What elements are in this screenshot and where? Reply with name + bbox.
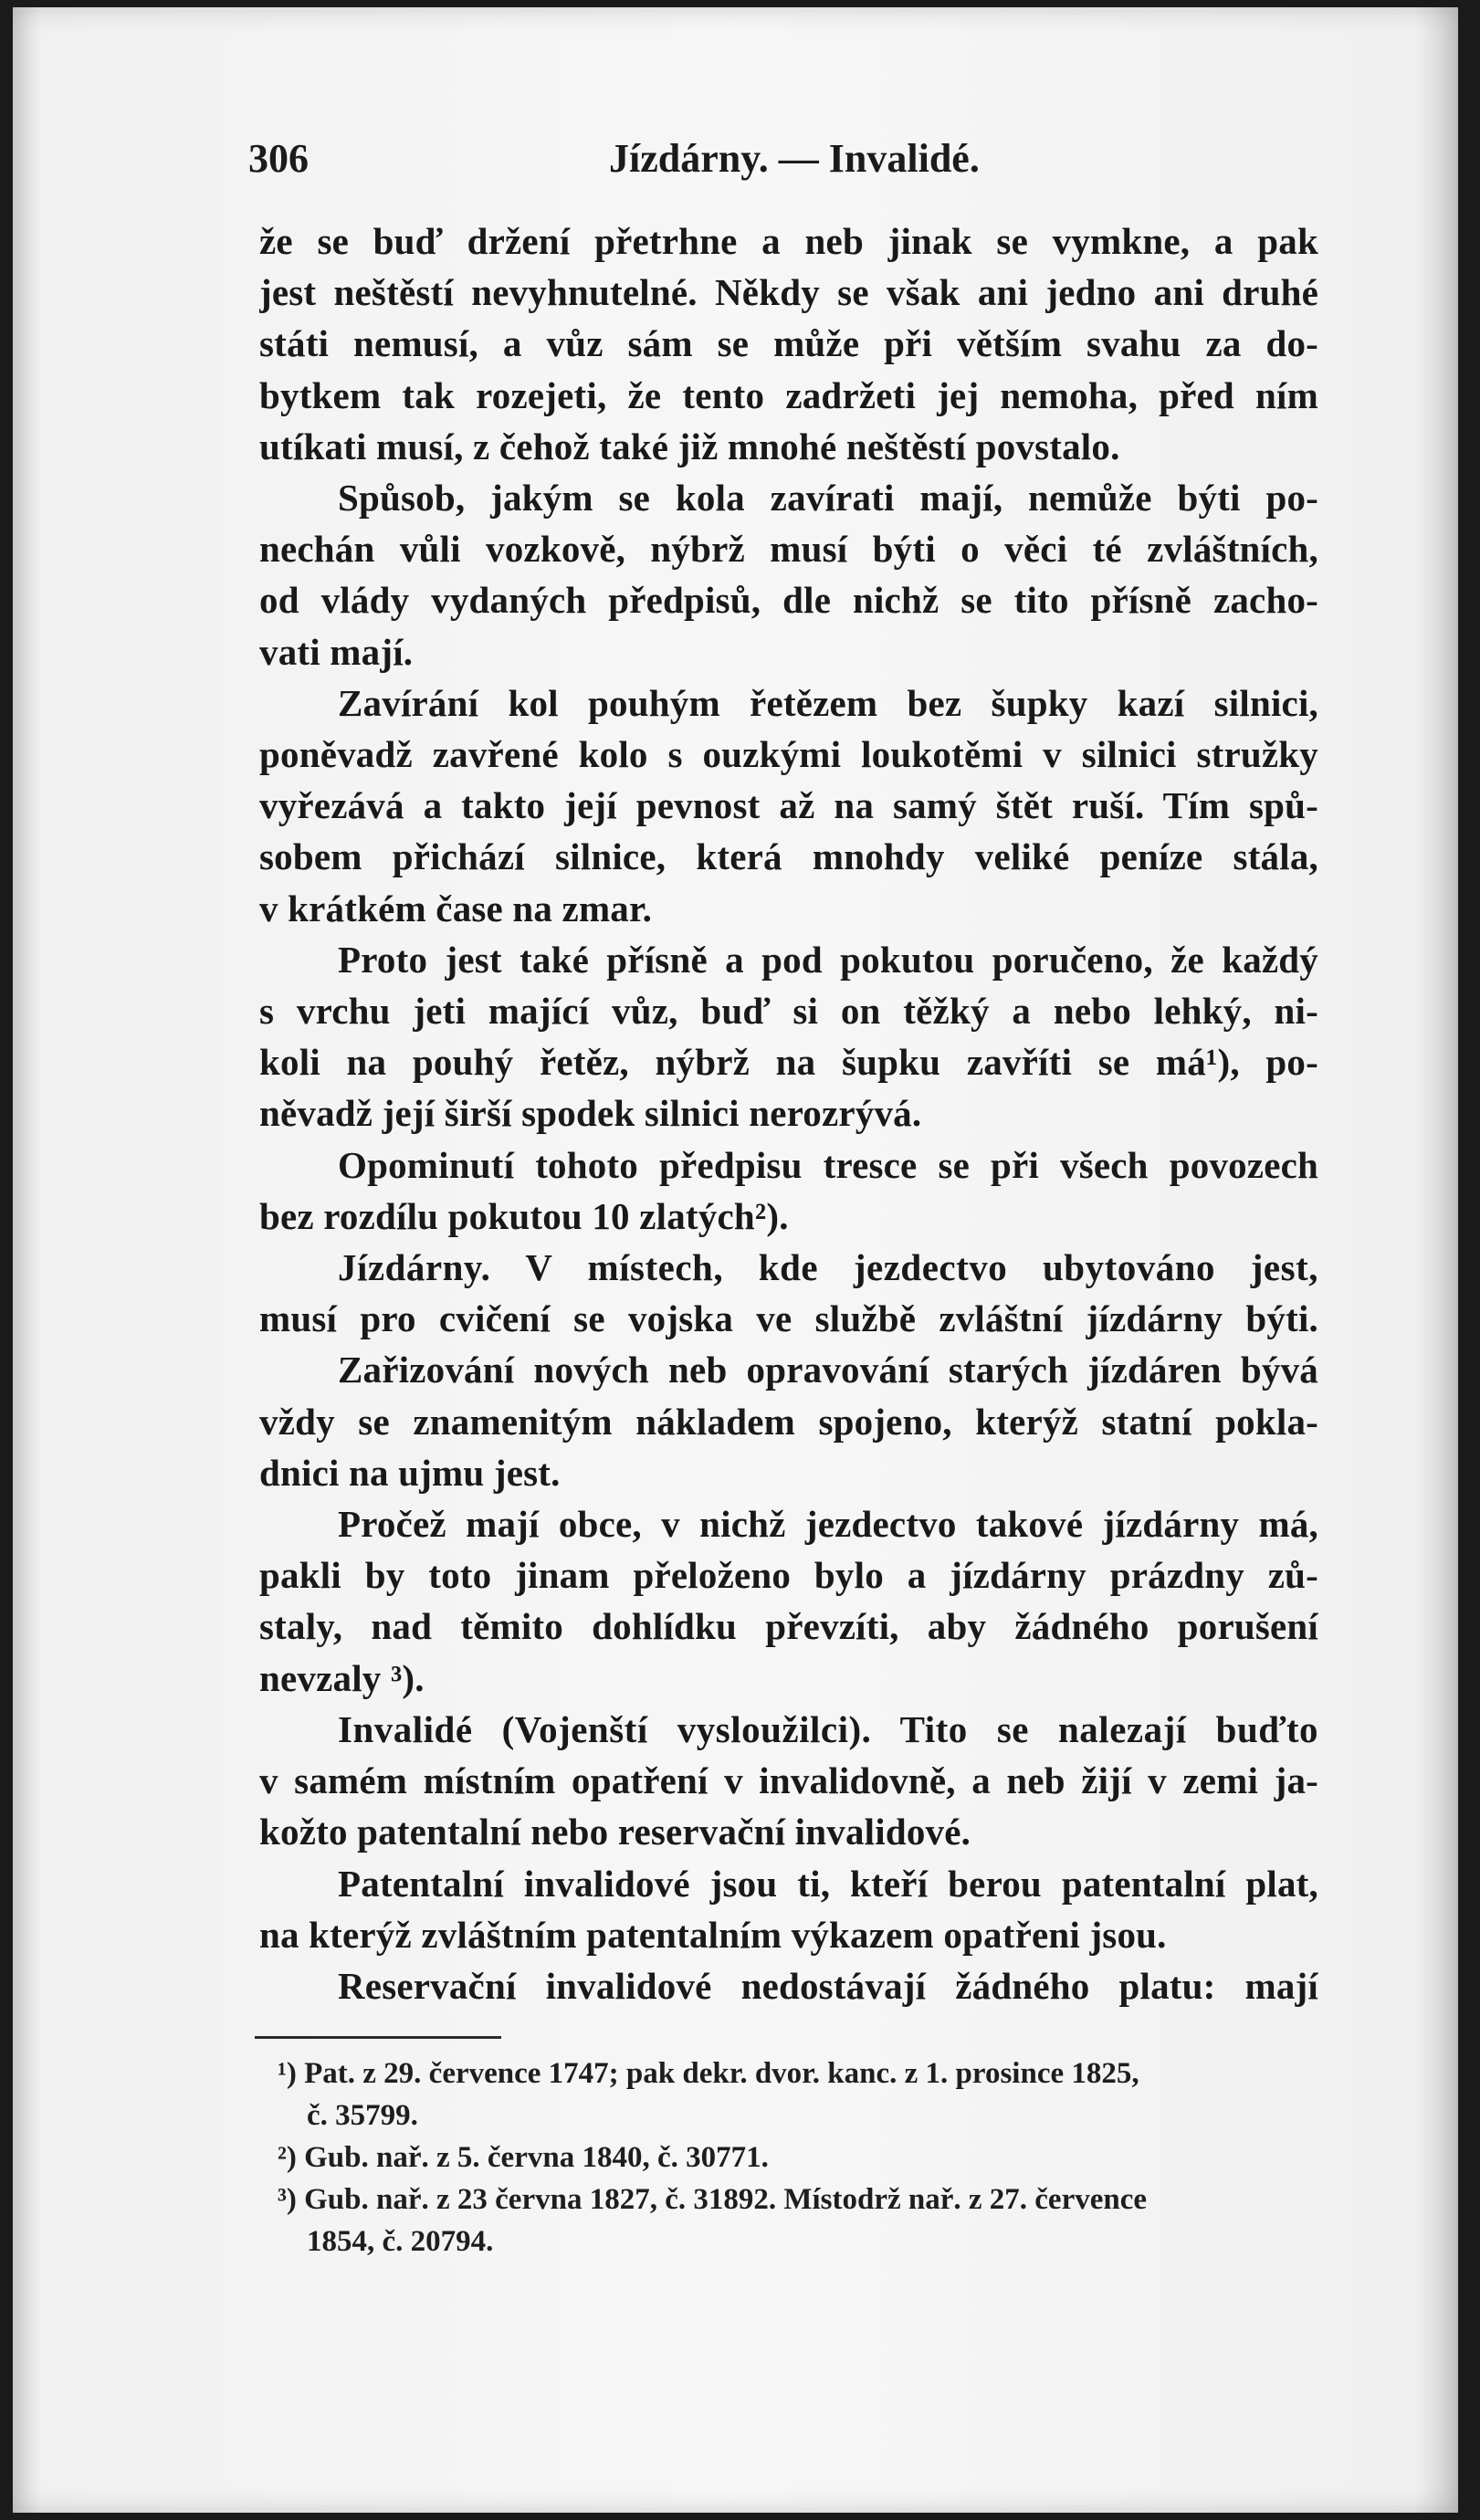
body-line: staly, nad těmito dohlídku převzíti, aby žádného porušení [259, 1605, 1318, 1648]
footnote-line: 1854, č. 20794. [307, 2225, 494, 2258]
footnote-divider [255, 2036, 501, 2039]
footnote-line: ¹) Pat. z 29. července 1747; pak dekr. dvor. kanc. z 1. prosince 1825, [278, 2057, 1139, 2090]
body-line: Proto jest také přísně a pod pokutou poručeno, že každý [338, 938, 1318, 981]
body-line: Zavírání kol pouhým řetězem bez šupky kazí silnici, [338, 681, 1318, 724]
body-line: Pročež mají obce, v nichž jezdectvo takové jízdárny má, [338, 1503, 1318, 1546]
body-text [259, 215, 1318, 2011]
body-line: jest neštěstí nevyhnutelné. Někdy se však ani jedno ani druhé [259, 271, 1318, 314]
running-header [248, 135, 1330, 190]
body-line: kožto patentalní nebo reservační invalidové. [259, 1811, 971, 1853]
body-line: s vrchu jeti mající vůz, buď si on těžký a nebo lehký, ni- [259, 990, 1318, 1033]
running-title: Jízdárny. — Invalidé. [609, 136, 980, 181]
body-line: bez rozdílu pokutou 10 zlatých²). [259, 1194, 789, 1237]
body-line: vati mají. [259, 630, 414, 673]
footnote-line: ²) Gub. nař. z 5. června 1840, č. 30771. [278, 2141, 769, 2174]
body-line: dnici na ujmu jest. [259, 1451, 561, 1494]
body-line: v samém místním opatření v invalidovně, a neb žijí v zemi ja- [259, 1759, 1318, 1802]
body-line: Spůsob, jakým se kola zavírati mají, nemůže býti po- [338, 477, 1318, 520]
page-number: 306 [248, 136, 309, 181]
body-line: státi nemusí, a vůz sám se může při větším svahu za do- [259, 322, 1318, 365]
book-page [13, 7, 1458, 2513]
body-line: vždy se znamenitým nákladem spojeno, kterýž statní pokla- [259, 1400, 1318, 1443]
body-line: bytkem tak rozejeti, že tento zadržeti jej nemoha, před ním [259, 373, 1318, 416]
body-line: utíkati musí, z čehož také již mnohé neštěstí povstalo. [259, 425, 1120, 467]
body-line: že se buď držení přetrhne a neb jinak se vymkne, a pak [259, 220, 1318, 262]
body-line: od vlády vydaných předpisů, dle nichž se tito přísně zacho- [259, 579, 1318, 622]
footnotes [278, 2053, 1318, 2263]
section-heading-line: Invalidé (Vojenští vysloužilci). Tito se nalezají buďto [338, 1707, 1318, 1750]
body-line: musí pro cvičení se vojska ve službě zvláštní jízdárny býti. [259, 1297, 1318, 1340]
body-line: Zařizování nových neb opravování starých jízdáren bývá [338, 1349, 1318, 1391]
body-line: Reservační invalidové nedostávají žádného platu: mají [338, 1964, 1318, 2007]
body-line: v krátkém čase na zmar. [259, 887, 653, 929]
body-line: něvadž její širší spodek silnici nerozrývá. [259, 1092, 922, 1135]
body-line: koli na pouhý řetěz, nýbrž na šupku zavříti se má¹), po- [259, 1041, 1318, 1084]
body-line: nechán vůli vozkově, nýbrž musí býti o věci té zvláštních, [259, 528, 1318, 571]
footnote-line: ³) Gub. nař. z 23 června 1827, č. 31892. Místodrž nař. z 27. července [278, 2183, 1148, 2216]
body-line: poněvadž zavřené kolo s ouzkými loukotěmi v silnici stružky [259, 733, 1318, 776]
body-line: nevzaly ³). [259, 1656, 425, 1699]
body-line: pakli by toto jinam přeloženo bylo a jízdárny prázdny zů- [259, 1554, 1318, 1597]
section-heading-line: Jízdárny. V místech, kde jezdectvo ubytováno jest, [338, 1246, 1318, 1289]
body-line: Opominutí tohoto předpisu tresce se při všech povozech [338, 1143, 1318, 1186]
body-line: vyřezává a takto její pevnost až na samý štět ruší. Tím spů- [259, 784, 1318, 827]
body-line: Patentalní invalidové jsou ti, kteří berou patentalní plat, [338, 1862, 1318, 1905]
footnote-line: č. 35799. [307, 2099, 418, 2132]
body-line: na kterýž zvláštním patentalním výkazem opatřeni jsou. [259, 1913, 1167, 1956]
body-line: sobem přichází silnice, která mnohdy veliké peníze stála, [259, 835, 1318, 878]
